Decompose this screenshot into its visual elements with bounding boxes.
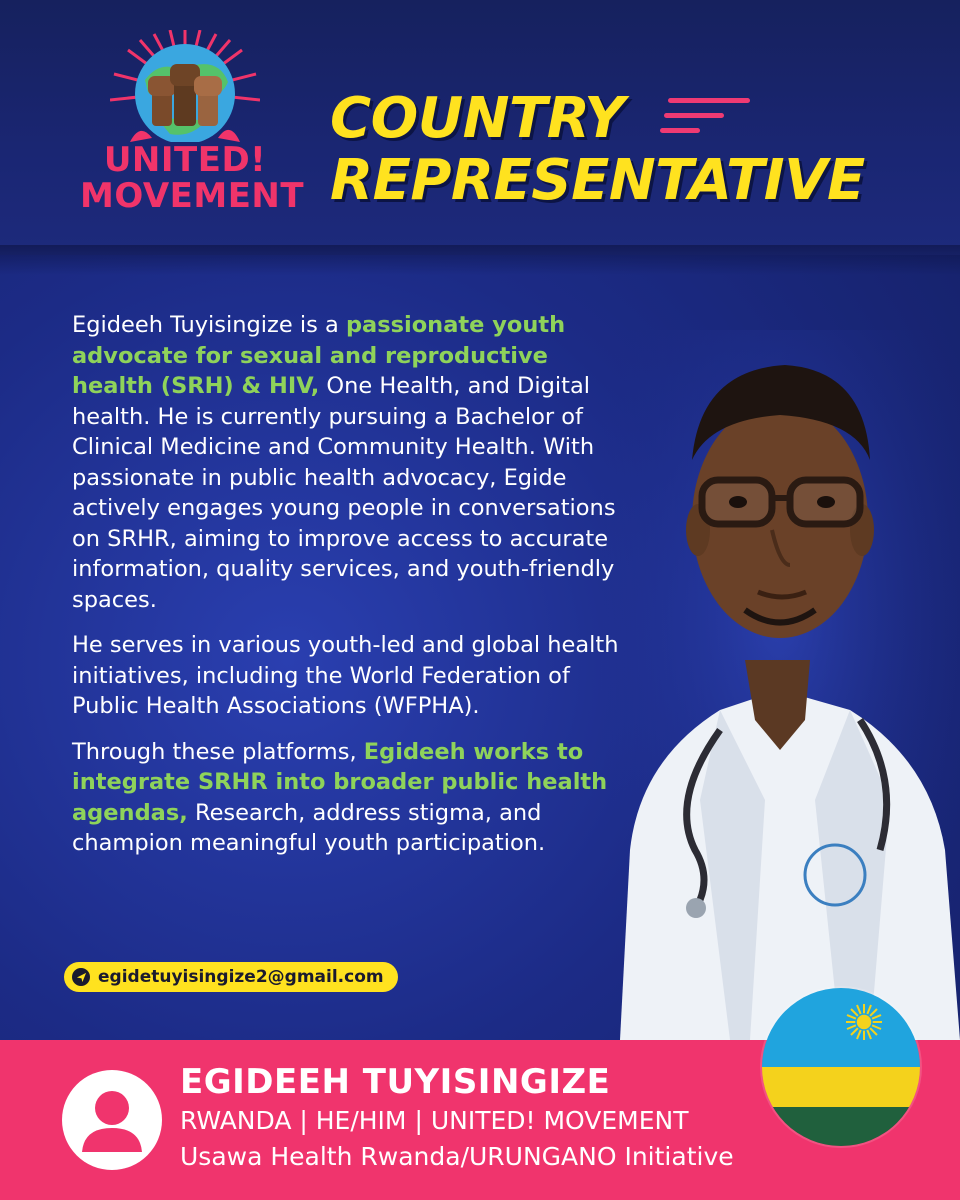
rwanda-flag-icon xyxy=(762,988,920,1146)
bio-p1-part-3: One Health, and Digital health. He is currently pursuing a Bachelor of Clinical Medicine and Community Health. With passionate in public health advocacy, Egide actively engages young people in conversations on SRHR, aiming to improve access to accurate information, quality services, and youth-friendly spaces. xyxy=(72,373,616,613)
bio-p3-part-1: Through these platforms, xyxy=(72,738,364,765)
logo-line-movement: MOVEMENT xyxy=(80,176,305,216)
page-title xyxy=(330,88,865,212)
user-avatar-icon xyxy=(62,1070,162,1170)
bio-text xyxy=(72,310,632,874)
title-accent-line-1 xyxy=(668,98,750,103)
bio-p3-highlight: Egideeh works to integrate SRHR into broader public health agendas, xyxy=(72,738,608,826)
title-line-country: COUNTRY xyxy=(330,86,625,151)
flag-blue-band xyxy=(762,988,920,1067)
email-address[interactable]: egidetuyisingize2@gmail.com xyxy=(98,967,384,987)
raised-fists-globe-icon xyxy=(110,30,260,142)
logo-line-united: UNITED! xyxy=(103,140,267,180)
title-accent-line-3 xyxy=(660,128,700,133)
title-line-representative: REPRESENTATIVE xyxy=(330,148,865,213)
bio-p3-part-3: Research, address stigma, and champion meaningful youth participation. xyxy=(72,799,546,856)
representative-photo xyxy=(600,330,960,1040)
representative-name: EGIDEEH TUYISINGIZE xyxy=(180,1062,611,1102)
bio-p1-highlight: passionate youth advocate for sexual and reproductive health (SRH) & HIV, xyxy=(72,312,566,399)
email-badge[interactable] xyxy=(64,962,398,992)
flag-yellow-band xyxy=(762,1067,920,1107)
title-accent-line-2 xyxy=(664,113,724,118)
bio-p1-part-1: Egideeh Tuyisingize is a xyxy=(72,312,346,338)
flag-sun-icon xyxy=(844,1002,884,1042)
bio-paragraph-2: He serves in various youth-led and global health initiatives, including the World Federation of Public Health Associations (WFPHA). xyxy=(72,632,619,719)
united-movement-logo xyxy=(80,30,305,216)
bio-paragraph-3 xyxy=(72,737,632,859)
representative-organization: Usawa Health Rwanda/URUNGANO Initiative xyxy=(180,1142,734,1171)
send-icon xyxy=(72,968,90,986)
logo-wordmark xyxy=(80,140,305,216)
representative-details: RWANDA | HE/HIM | UNITED! MOVEMENT xyxy=(180,1106,689,1135)
bio-paragraph-1 xyxy=(72,310,632,615)
flag-green-band xyxy=(762,1107,920,1147)
header-shadow xyxy=(0,245,960,275)
